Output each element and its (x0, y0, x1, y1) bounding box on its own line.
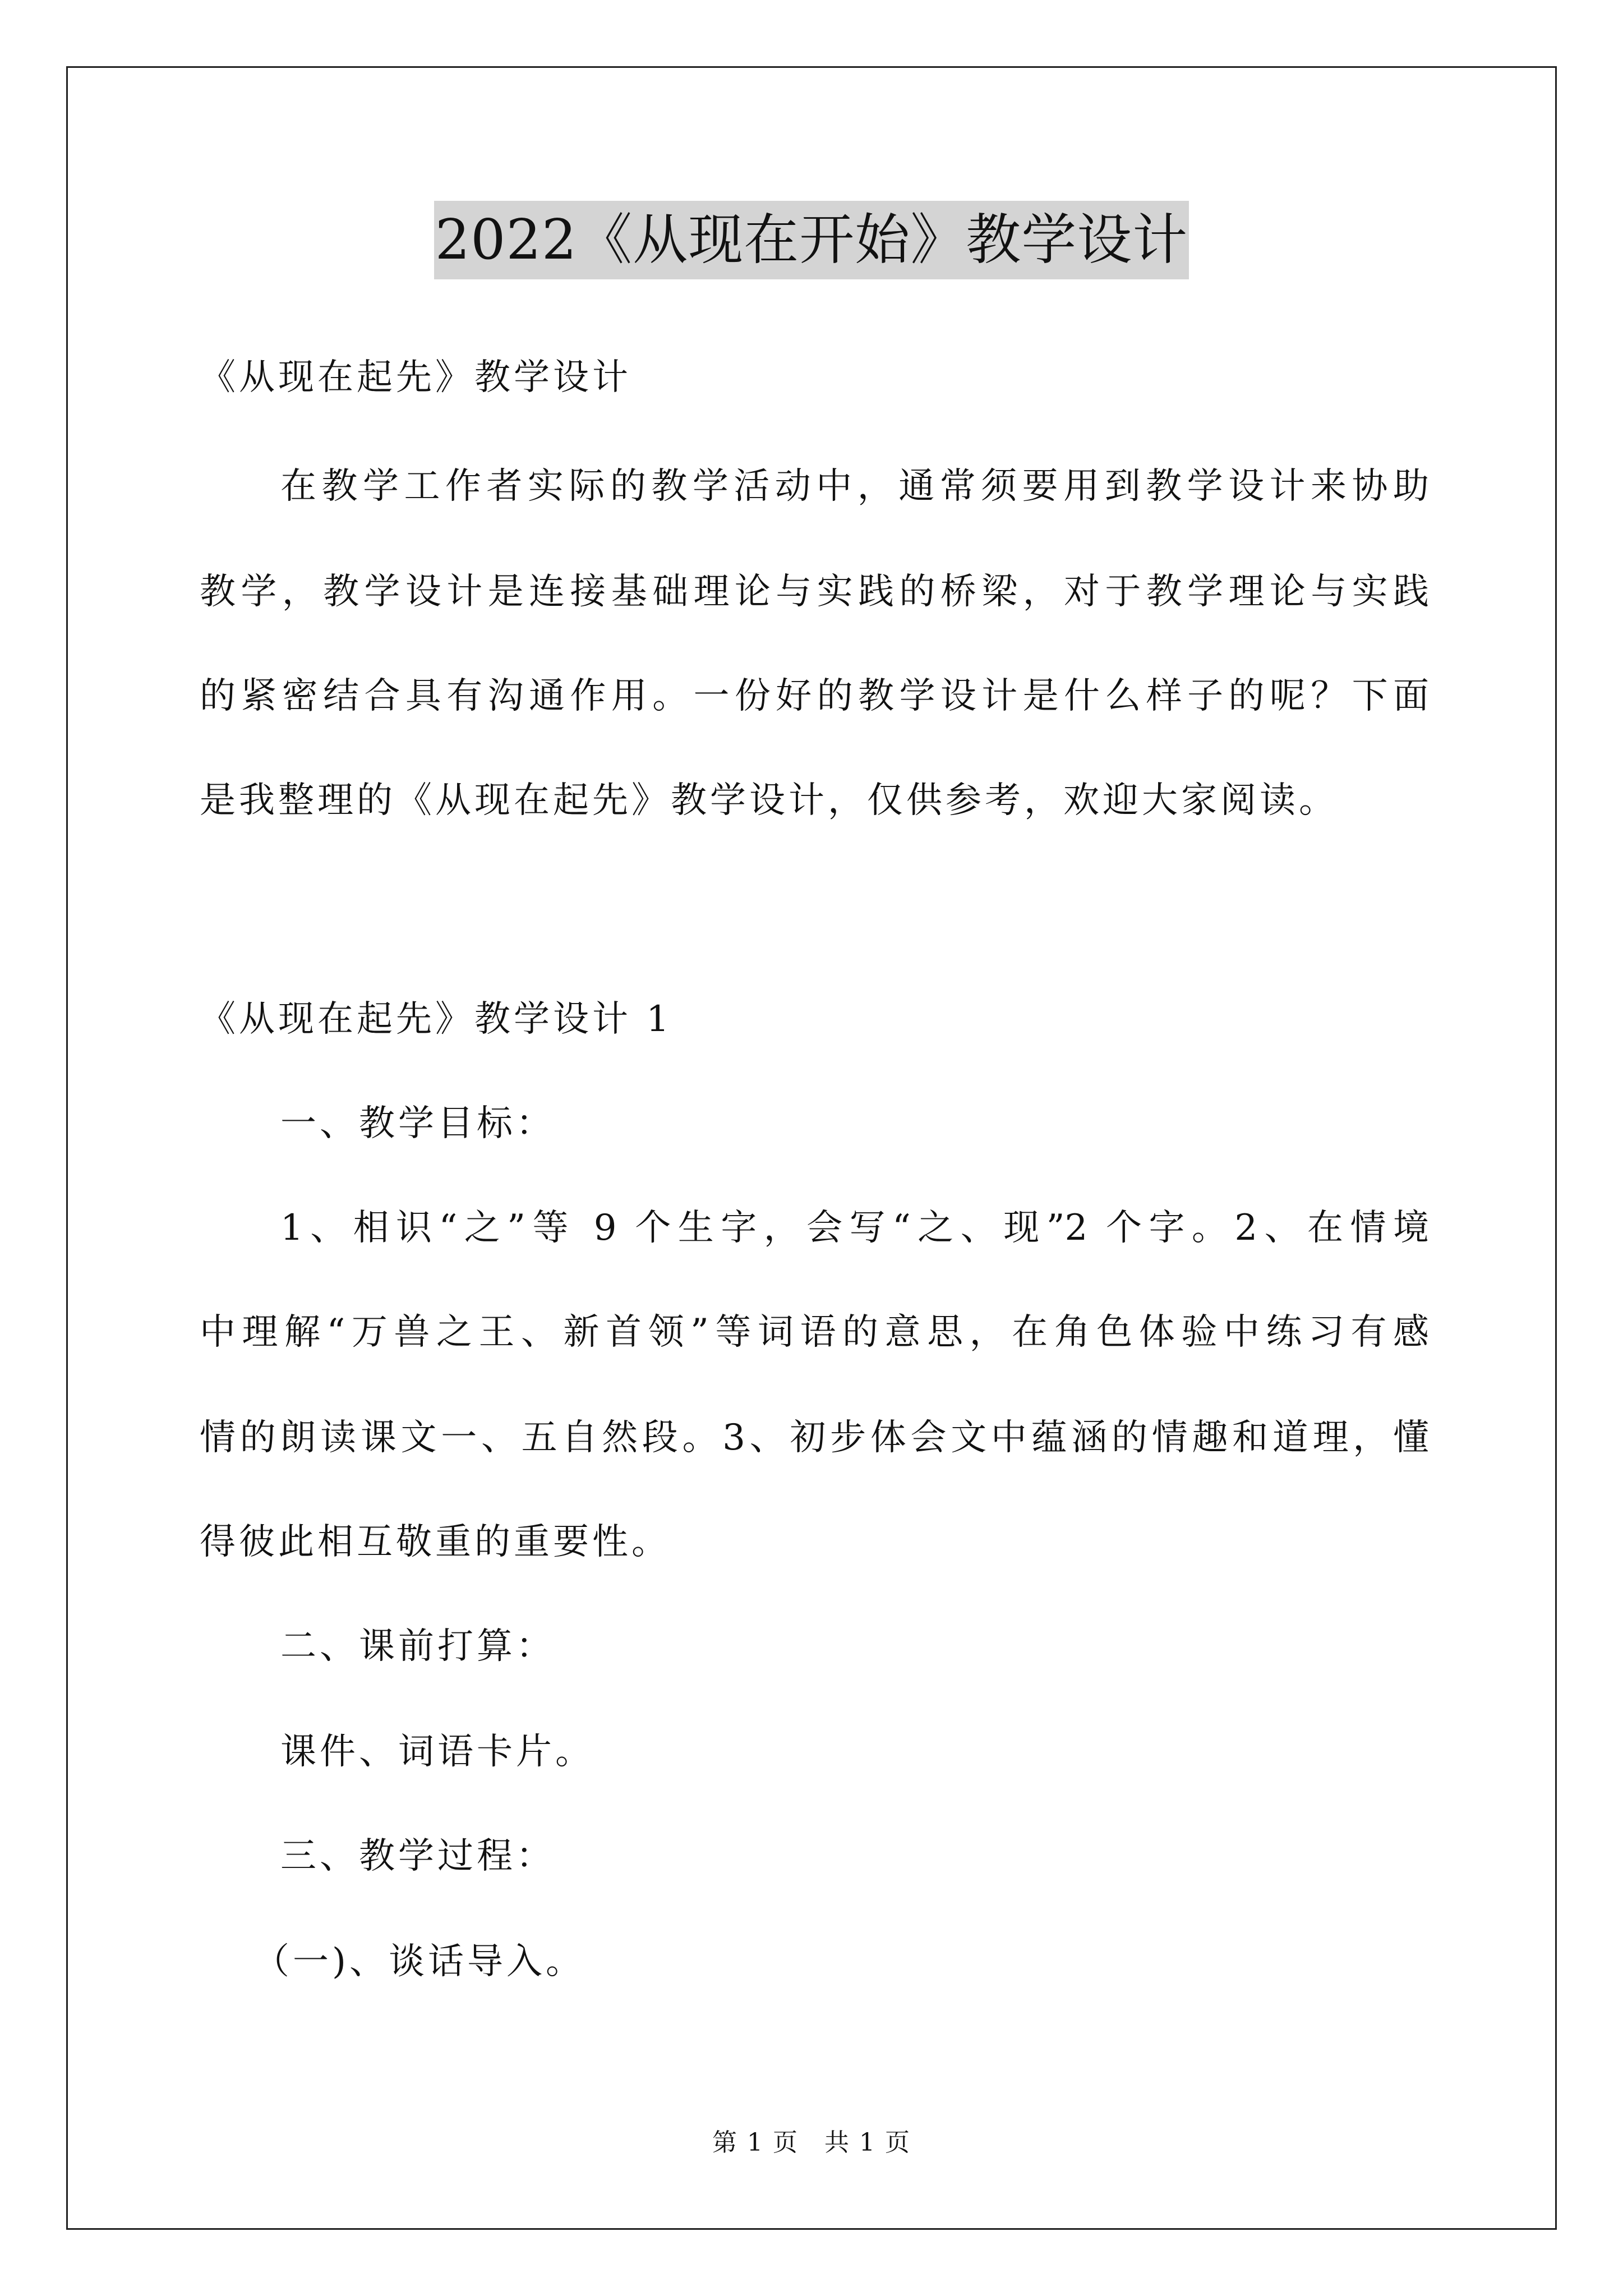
process-step-1: （一)、谈话导入。 (253, 1941, 585, 1982)
section-prep-body: 课件、词语卡片。 (280, 1731, 594, 1773)
document-title: 2022《从现在开始》教学设计 (434, 201, 1189, 279)
goals-line-1: 1、相识“之”等 9 个生字，会写“之、现”2 个字。2、在情境 (280, 1207, 1429, 1249)
goals-line-3: 情的朗读课文一、五自然段。3、初步体会文中蕴涵的情趣和道理，懂 (200, 1417, 1429, 1458)
section-process-title: 三、教学过程： (280, 1835, 555, 1877)
intro-line-3: 的紧密结合具有沟通作用。一份好的教学设计是什么样子的呢？下面 (200, 675, 1429, 717)
document-title-wrap (0, 201, 1623, 279)
subtitle-heading: 《从现在起先》教学设计 (200, 357, 631, 398)
goals-line-2: 中理解“万兽之王、新首领”等词语的意思，在角色体验中练习有感 (200, 1312, 1429, 1353)
goals-line-4: 得彼此相互敬重的重要性。 (200, 1521, 671, 1563)
section-goals-title: 一、教学目标： (280, 1103, 555, 1144)
section-prep-title: 二、课前打算： (280, 1626, 555, 1667)
intro-line-1: 在教学工作者实际的教学活动中，通常须要用到教学设计来协助 (280, 466, 1429, 507)
design-1-heading: 《从现在起先》教学设计 1 (200, 999, 673, 1040)
intro-line-2: 教学，教学设计是连接基础理论与实践的桥梁，对于教学理论与实践 (200, 571, 1429, 613)
intro-line-4: 是我整理的《从现在起先》教学设计，仅供参考，欢迎大家阅读。 (200, 780, 1338, 821)
page-footer: 第 1 页 共 1 页 (712, 2128, 911, 2157)
